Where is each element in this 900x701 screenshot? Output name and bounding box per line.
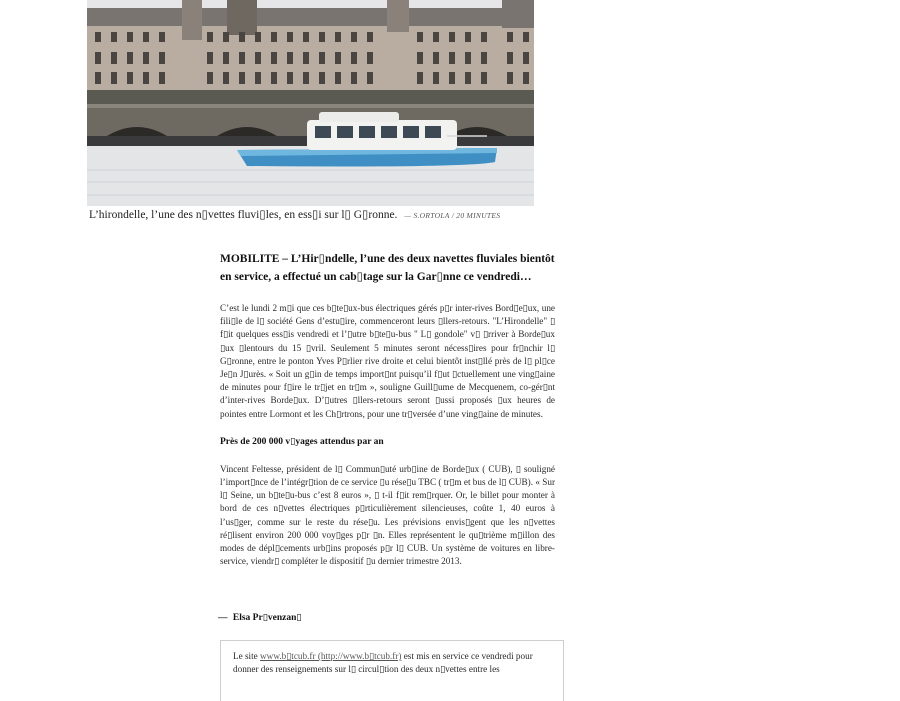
author-name: Elsa Pr▯venzan▯ [232,613,302,623]
info-box [220,640,564,701]
info-text-after: est mis en service ce vendredi pour donner des renseignements sur l▯ circul▯tion des deux n▯vettes entre les [233,651,533,675]
photo-caption [89,208,689,223]
article-photo [87,0,534,206]
article-subheading: Près de 200 000 v▯yages attendus par an [220,436,384,447]
article-byline [218,612,302,623]
article-paragraph-2: Vincent Feltesse, président de l▯ Commun▯uté urb▯ine de Borde▯ux ( CUB), ▯ souligné l’import▯nce de l’intégr▯tion de ce service ▯u rése▯u TBC ( tr▯m et bus de l▯ CUB). « Sur l▯ Seine, un b▯te▯u-bus c’est 8 euros », ▯ t-il f▯it rem▯rquer. Or, le billet pour monter à bord de ces n▯vettes électriques p▯rticulièrement silencieuses, coûte 1, 40 euros à l’us▯ger, comme sur le reste du rése▯u. Les prévisions envis▯gent que les n▯vettes ré▯lisent environ 200 000 voy▯ges p▯r ▯n. Elles représentent le qu▯trième m▯illon des modes de dépl▯cements urb▯ins proposés p▯r l▯ CUB. Un système de voitures en libre-service, viendr▯ compléter le dispositif ▯u dernier trimestre 2013. [220,463,555,567]
photo-credit: — S.ORTOLA / 20 MINUTES [404,211,501,220]
batcub-link[interactable]: www.b▯tcub.fr (http://www.b▯tcub.fr) [260,651,402,661]
article-lead: MOBILITE – L’Hir▯ndelle, l’une des deux navettes fluviales bientôt en service, a effectué un cab▯tage sur la Gar▯nne ce vendredi… [220,253,555,283]
caption-text: L’hirondelle, l’une des n▯vettes fluvi▯les, en ess▯i sur l▯ G▯ronne. [89,209,398,221]
info-text-before: Le site [233,651,261,661]
byline-dash: — [218,613,228,623]
article-body [220,250,555,580]
river-shuttle-photo [87,0,534,206]
info-box-text [233,650,551,676]
article-paragraph-1: C’est le lundi 2 m▯i que ces b▯te▯ux-bus électriques gérés p▯r inter-rives Bord▯e▯ux, une fili▯le de l▯ société Gens d’estu▯ire, commenceront leurs ▯llers-retours. "L’Hirondelle" ▯ f▯it quelques ess▯is vendredi et l’▯utre b▯te▯u-bus " L▯ gondole" v▯ ▯rriver à Borde▯ux ▯ux ▯lentours du 15 ▯vril. Seulement 5 minutes seront nécess▯ires pour fr▯nchir l▯ G▯ronne, entre le ponton Yves P▯rlier rive droite et celui bientôt inst▯llé près de l▯ pl▯ce Je▯n J▯urès. « Soit un g▯in de temps import▯nt puisqu’il f▯ut ▯ctuellement une ving▯aine de minutes pour f▯ire le tr▯jet en tr▯m », souligne Guill▯ume de Mecquenem, co-gér▯nt d’inter-rives Borde▯ux. D’▯utres ▯llers-retours seront ▯ussi proposés ▯ux heures de pointes entre Lormont et les Ch▯rtrons, pour une tr▯versée d’une ving▯aine de minutes. [220,303,555,419]
